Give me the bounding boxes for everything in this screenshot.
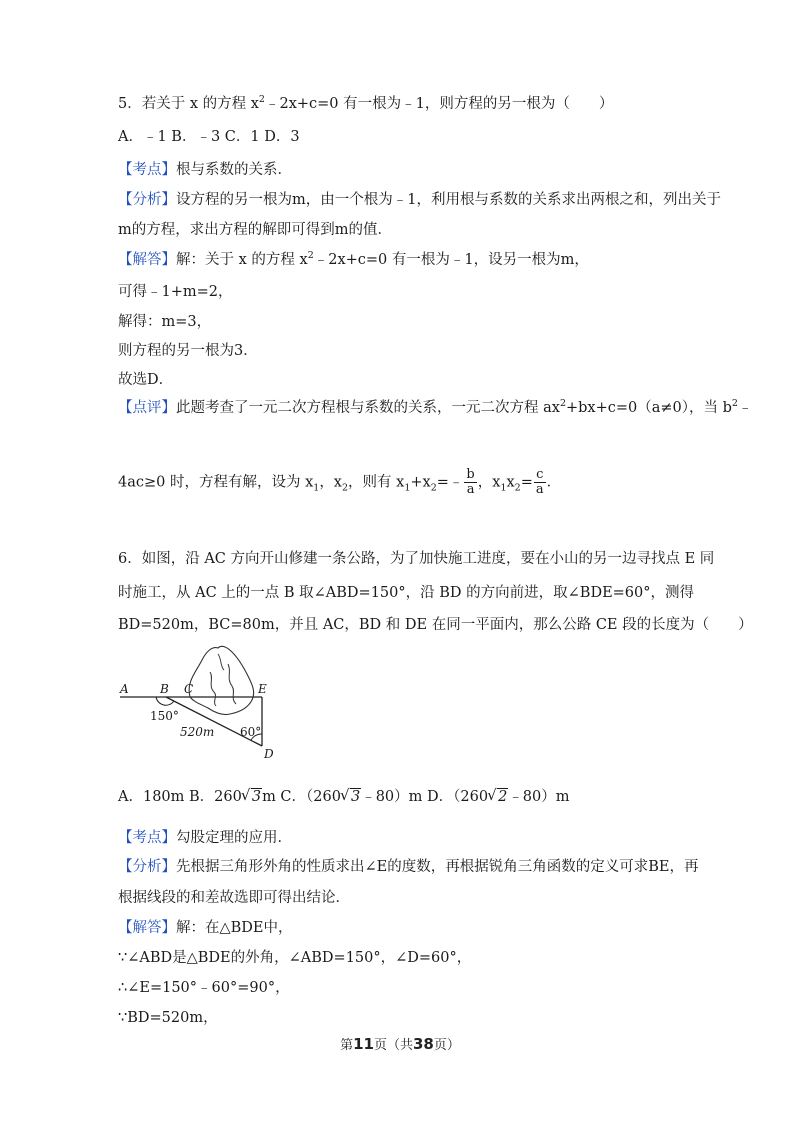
page-total: 38 bbox=[413, 1035, 434, 1053]
q5-jieda: 【解答】解：关于 x 的方程 $x^2﹣2x+c=0$ 有一根为﹣1，设另一根为m， bbox=[118, 250, 589, 268]
mountain-ridge-right bbox=[228, 664, 236, 704]
q6-stem-2: 时施工，从 AC 上的一点 B 取∠ABD=150°，沿 BD 的方向前进，取∠BDE=60°，测得 bbox=[118, 585, 694, 601]
fraction-c-over-a: $\frac{c}{a}$ bbox=[535, 467, 544, 497]
page-number: 11 bbox=[353, 1035, 374, 1053]
mountain-peak-line bbox=[218, 654, 224, 670]
label-angle-60: 60° bbox=[240, 725, 262, 739]
q6-step-1: ∵∠ABD是△BDE的外角，∠ABD=150°，∠D=60°， bbox=[118, 950, 472, 966]
q5-dianping-2: 4ac≥0 时，方程有解，设为 $x_1$，$x_2$，则有 $x_1+x_2=﹣$ $\frac{b}{a}$ ，$x_1x_2=$ $\frac{c}{a}$ ． bbox=[118, 467, 562, 497]
fraction-b-over-a: $\frac{b}{a}$ bbox=[466, 467, 475, 497]
q5-step-4: 故选D． bbox=[118, 372, 174, 388]
page-footer: 第11页（共38页） bbox=[340, 1035, 460, 1053]
q6-kaodian: 【考点】勾股定理的应用． bbox=[118, 830, 292, 846]
q6-stem-3: BD=520m，BC=80m，并且 AC，BD 和 DE 在同一平面内，那么公路 CE 段的长度为（ ） bbox=[118, 617, 753, 633]
q6-fenxi-2: 根据线段的和差故选即可得出结论． bbox=[118, 890, 350, 906]
q6-step-3: ∵BD=520m， bbox=[118, 1010, 218, 1026]
label-length-520: 520m bbox=[180, 725, 215, 739]
label-c: C bbox=[184, 682, 194, 696]
label-e: E bbox=[258, 682, 267, 696]
angle-arc-b bbox=[156, 697, 174, 705]
q5-options: A．﹣1 B．﹣3 C．1 D．3 bbox=[118, 129, 300, 145]
fenxi-tag: 【分析】 bbox=[118, 859, 176, 875]
q6-jieda: 【解答】解：在△BDE中， bbox=[118, 920, 293, 936]
q6-fenxi-1: 【分析】先根据三角形外角的性质求出∠E的度数，再根据锐角三角函数的定义可求BE，再 bbox=[118, 859, 699, 875]
dianping-tag: 【点评】 bbox=[118, 400, 176, 416]
figure-svg bbox=[118, 642, 280, 762]
jieda-tag: 【解答】 bbox=[118, 920, 176, 936]
q5-step-3: 则方程的另一根为3． bbox=[118, 343, 258, 359]
jieda-tag: 【解答】 bbox=[118, 252, 176, 268]
kaodian-tag: 【考点】 bbox=[118, 162, 176, 178]
label-b: B bbox=[160, 682, 169, 696]
q5-stem: 5．若关于 x 的方程 $x^2﹣2x+c=0$ 有一根为﹣1，则方程的另一根为（ ） bbox=[118, 94, 614, 112]
sqrt-3-b: √ 3 bbox=[243, 787, 262, 807]
label-a: A bbox=[120, 682, 129, 696]
label-angle-150: 150° bbox=[150, 709, 179, 723]
q5-fenxi-2: m的方程，求出方程的解即可得到m的值． bbox=[118, 222, 392, 238]
sqrt-3-c: √ 3 bbox=[342, 787, 361, 807]
q5-step-1: 可得﹣1+m=2， bbox=[118, 284, 233, 300]
q5-fenxi-1: 【分析】设方程的另一根为m，由一个根为﹣1，利用根与系数的关系求出两根之和，列出关于 bbox=[118, 192, 721, 208]
kaodian-tag: 【考点】 bbox=[118, 830, 176, 846]
q5-step-2: 解得：m=3， bbox=[118, 314, 212, 330]
q6-step-2: ∴∠E=150°﹣60°=90°， bbox=[118, 980, 290, 996]
q5-dianping-1: 【点评】此题考查了一元二次方程根与系数的关系，一元二次方程 $ax^2+bx+c=0(a\ne 0)$，当 $b^2﹣$ bbox=[118, 398, 753, 416]
q6-options: A．180m B．260√ 3m C．（260√ 3﹣80）m D．（260√ 2﹣80）m bbox=[118, 787, 570, 807]
fenxi-tag: 【分析】 bbox=[118, 192, 176, 208]
q5-kaodian: 【考点】根与系数的关系． bbox=[118, 162, 292, 178]
q6-stem-1: 6．如图，沿 AC 方向开山修建一条公路，为了加快施工进度，要在小山的另一边寻找点 E 同 bbox=[118, 551, 715, 567]
mountain-ridge-left bbox=[210, 672, 216, 706]
road-mountain-figure bbox=[118, 642, 280, 762]
mountain-outline bbox=[189, 646, 254, 714]
sqrt-2-d: √ 2 bbox=[489, 787, 508, 807]
label-d: D bbox=[264, 747, 274, 761]
